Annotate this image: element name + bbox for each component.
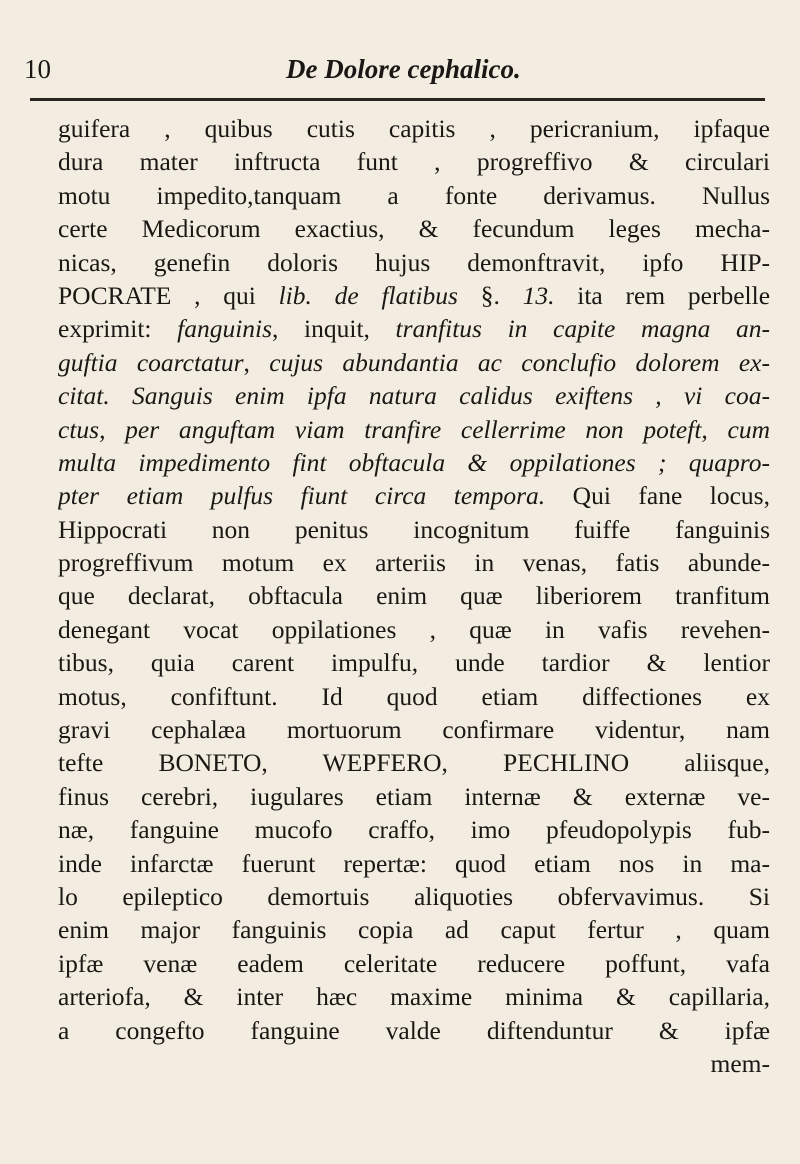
text-segment: POCRATE , qui xyxy=(58,280,279,310)
text-line xyxy=(58,212,770,245)
text-line xyxy=(58,312,770,345)
text-line xyxy=(58,680,770,713)
text-line xyxy=(58,947,770,980)
text-segment: citat. Sanguis enim ipfa natura calidus exiftens , vi coa- xyxy=(58,381,770,411)
text-segment: lib. de flatibus xyxy=(278,280,458,310)
text-segment: pter etiam pulfus fiunt circa tempora. xyxy=(58,481,546,511)
text-segment: mem- xyxy=(710,1048,770,1078)
text-segment: multa impedimento fint obftacula & oppilationes ; quapro- xyxy=(58,447,770,477)
text-segment: lo epileptico demortuis aliquoties obfervavimus. Si xyxy=(58,881,770,911)
text-segment: cujus abundantia ac conclufio dolorem ex- xyxy=(269,347,770,377)
text-segment: 13. xyxy=(522,280,555,310)
text-line xyxy=(58,713,770,746)
text-line xyxy=(58,746,770,779)
text-segment: gravi cephalæa mortuorum confirmare videntur, nam xyxy=(58,715,770,745)
text-segment: guifera , quibus cutis capitis , pericranium, ipfaque xyxy=(58,114,770,143)
text-line xyxy=(58,847,770,880)
text-segment: tranfitus in capite magna an- xyxy=(395,314,770,344)
text-segment: næ, fanguine mucofo craffo, imo pfeudopolypis fub- xyxy=(58,815,770,845)
text-line xyxy=(58,179,770,212)
page-number: 10 xyxy=(24,54,51,84)
text-segment: dura mater inftructa funt , progreffivo & circulari xyxy=(58,147,770,177)
text-segment: fanguinis xyxy=(177,314,273,344)
text-segment: , inquit, xyxy=(272,314,396,344)
text-line xyxy=(58,813,770,846)
text-segment: progreffivum motum ex arteriis in venas, fatis abunde- xyxy=(58,548,770,578)
text-line xyxy=(58,1014,770,1047)
text-segment: Hippocrati non penitus incognitum fuiffe fanguinis xyxy=(58,514,770,544)
text-line xyxy=(58,646,770,679)
text-line xyxy=(58,579,770,612)
text-segment: §. xyxy=(457,280,523,310)
text-segment: certe Medicorum exactius, & fecundum leges mecha- xyxy=(58,214,770,244)
text-line xyxy=(58,1047,770,1080)
text-segment: finus cerebri, iugulares etiam internæ & externæ ve- xyxy=(58,781,770,811)
text-segment: enim major fanguinis copia ad caput fertur , quam xyxy=(58,915,770,945)
text-segment: denegant vocat oppilationes , quæ in vafis revehen- xyxy=(58,614,770,644)
text-segment: ipfæ venæ eadem celeritate reducere poffunt, vafa xyxy=(58,948,770,978)
text-segment: motu impedito,tanquam a fonte derivamus. Nullus xyxy=(58,180,770,210)
text-segment: , xyxy=(243,347,270,377)
text-line xyxy=(58,880,770,913)
text-segment: nicas, genefin doloris hujus demonftravit, ipfo HIP- xyxy=(58,247,770,277)
text-line xyxy=(58,112,770,145)
text-line xyxy=(58,279,770,312)
text-line xyxy=(58,413,770,446)
text-segment: exprimit: xyxy=(58,314,178,344)
text-line xyxy=(58,513,770,546)
text-segment: ctus, per anguftam viam tranfire cellerrime non poteft, cum xyxy=(58,414,770,444)
text-segment: tefte BONETO, WEPFERO, PECHLINO aliisque, xyxy=(58,748,770,778)
text-line xyxy=(58,246,770,279)
text-segment: Qui fane locus, xyxy=(545,481,770,511)
page-header xyxy=(24,54,764,94)
text-line xyxy=(58,613,770,646)
running-title: De Dolore cephalico. xyxy=(286,54,521,84)
text-line xyxy=(58,980,770,1013)
text-line xyxy=(58,913,770,946)
text-segment: ita rem perbelle xyxy=(554,280,770,310)
text-line xyxy=(58,446,770,479)
text-segment: que declarat, obftacula enim quæ liberiorem tranfitum xyxy=(58,581,770,611)
text-segment: a congefto fanguine valde diftenduntur & ipfæ xyxy=(58,1015,770,1045)
text-line xyxy=(58,379,770,412)
text-segment: motus, confiftunt. Id quod etiam diffectiones ex xyxy=(58,681,770,711)
body-text xyxy=(58,112,770,1080)
text-segment: inde infarctæ fuerunt repertæ: quod etiam nos in ma- xyxy=(58,848,770,878)
text-line xyxy=(58,346,770,379)
text-segment: guftia coarctatur xyxy=(58,347,244,377)
text-line xyxy=(58,780,770,813)
text-line xyxy=(58,546,770,579)
text-line xyxy=(58,145,770,178)
text-segment: tibus, quia carent impulfu, unde tardior & lentior xyxy=(58,648,770,678)
header-rule xyxy=(30,98,765,101)
text-line xyxy=(58,479,770,512)
text-segment: arteriofa, & inter hæc maxime minima & capillaria, xyxy=(58,982,770,1012)
